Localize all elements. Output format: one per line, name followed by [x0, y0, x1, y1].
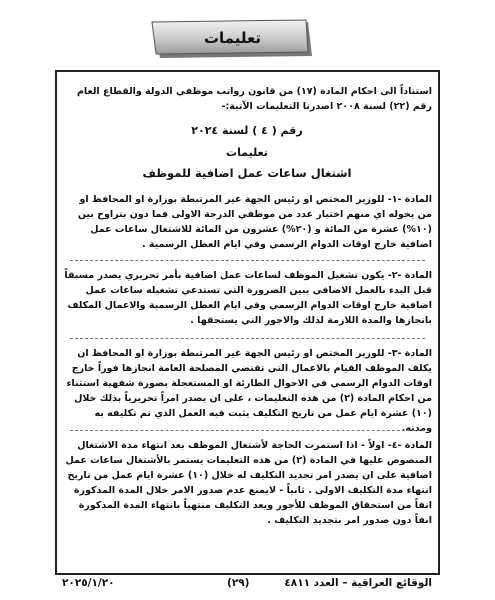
- header-banner: [150, 18, 315, 62]
- footer-publication: الوقائع العراقية – العدد ٤٨١١: [284, 577, 432, 589]
- footer-date: ٢٠٢٥/١/٢٠: [62, 577, 115, 589]
- article-4: المادة -٤- اولاً - اذا استمرت الحاجة لأشتغال الموظف بعد انتهاء مدة الاشتغال المنصوص عليها في المادة (٢) من هذه التعليمات يستمر بالأشتغال ساعات عمل اضافية على ان يصدر امر تجديد التكليف له خلال (١٠) عشرة ايام عمل من تاريخ انتهاء مدة التكليف الاولى . ثانياً - لايمنع عدم صدور الامر خلال المدة المذكورة انفاً من استحقاق الموظف للأجور ويعد التكليف منتهياً بانتهاء المدة المذكورة انفاً دون صدور امر بتجديد التكليف .: [65, 440, 432, 526]
- separator: [70, 260, 425, 261]
- intro-paragraph: استناداً الى احكام المادة (١٧) من قانون رواتب موظفي الدولة والقطاع العام رقم (٢٢) لسنة ٢٠٠٨ اصدرنا التعليمات الآتية:-: [76, 86, 432, 112]
- separator: [70, 338, 425, 339]
- section-heading: تعليمات: [226, 146, 268, 159]
- page-title: تعليمات: [203, 29, 262, 47]
- instruction-number: رقم ( ٤ ) لسنة ٢٠٢٤: [191, 124, 303, 137]
- footer-page-number: (٢٩): [227, 577, 250, 589]
- article-3: المادة -٣- للوزير المختص او رئيس الجهة غير المرتبطة بوزارة او المحافظ ان يكلف الموظف القيام بالاعمال التي تقتضي المصلحة العامة انجازها فوراً خارج اوقات الدوام الرسمي في الاحوال الطارئة او المستعجلة بصورة شفهية استثناء من احكام المادة (٢) من هذه التعليمات ، على ان يصدر امراً تحريرياً بذلك خلال (١٠) عشرة ايام عمل من تاريخ التكليف يثبت فيه العمل الذي تم تكليفه به ومدته.: [66, 348, 432, 434]
- article-1: المادة -١- للوزير المختص او رئيس الجهة غير المرتبطة بوزارة او المحافظ او من يخوله اي منهم اختيار عدد من موظفي الدرجة الاولى فما دون بتراوح بين (١٠%) عشرة من المائة و (٢٠%) عشرون من المائة للاشتغال ساعات عمل اضافية خارج اوقات الدوام الرسمي وفي ايام العطل الرسمية .: [77, 194, 432, 250]
- subject-heading: اشتغال ساعات عمل اضافية للموظف: [142, 166, 352, 180]
- page-footer: [62, 577, 432, 595]
- separator: [70, 430, 425, 431]
- article-2: المادة -٢- يكون تشغيل الموظف لساعات عمل اضافية بأمر تحريري يصدر مسبقاً قبل البدء بالعمل الاضافي يبين الضرورة التي تستدعي تشغيله ساعات عمل اضافية خارج اوقات الدوام الرسمي وفي ايام العطل الرسمية والاعمال المكلف بانجازها والمدة اللازمة لذلك والاجور التي يستحقها .: [64, 270, 432, 326]
